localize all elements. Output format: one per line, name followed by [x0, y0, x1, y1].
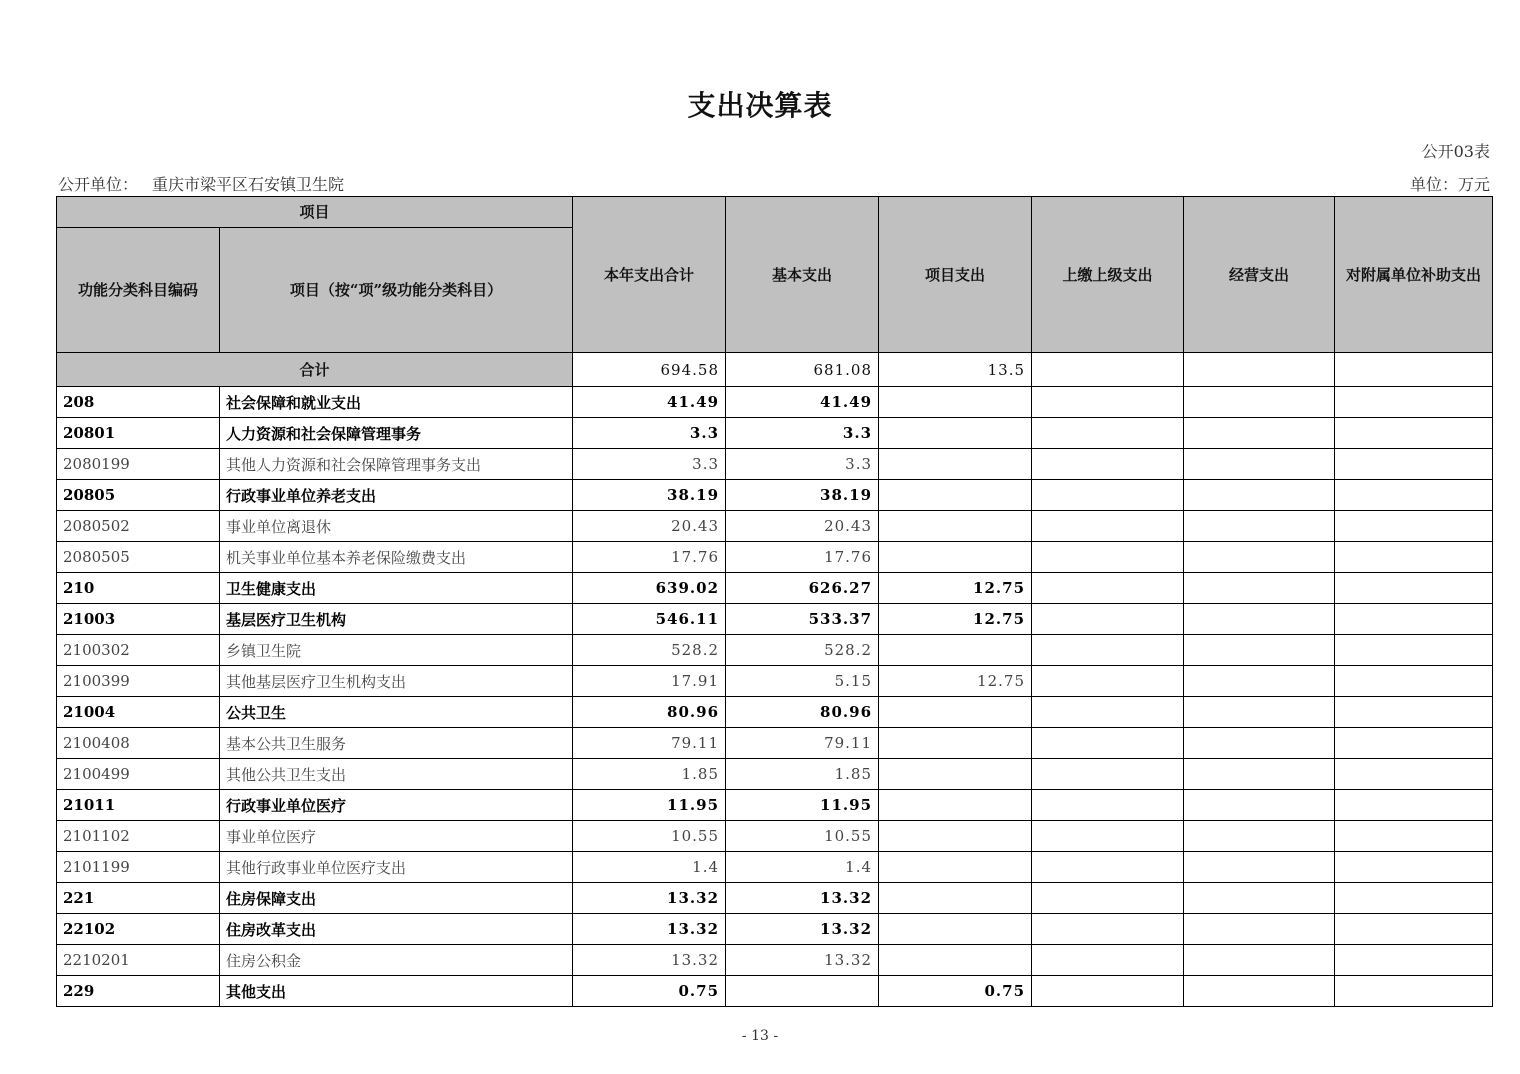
total-cell: 17.91 — [573, 666, 726, 697]
project-cell: 12.75 — [879, 604, 1032, 635]
table-row — [57, 449, 1493, 480]
total-cell: 0.75 — [573, 976, 726, 1007]
total-cell: 1.4 — [573, 852, 726, 883]
business-cell — [1184, 697, 1335, 728]
basic-cell: 17.76 — [726, 542, 879, 573]
table-row — [57, 542, 1493, 573]
header-name: 项目（按“项”级功能分类科目） — [220, 228, 573, 353]
business-cell — [1184, 353, 1335, 387]
name-cell: 基层医疗卫生机构 — [220, 604, 573, 635]
project-cell — [879, 511, 1032, 542]
upper-cell — [1032, 976, 1184, 1007]
basic-cell: 5.15 — [726, 666, 879, 697]
table-row — [57, 976, 1493, 1007]
code-cell: 2100499 — [57, 759, 220, 790]
name-cell: 公共卫生 — [220, 697, 573, 728]
upper-cell — [1032, 697, 1184, 728]
project-cell — [879, 635, 1032, 666]
upper-cell — [1032, 604, 1184, 635]
name-cell: 其他公共卫生支出 — [220, 759, 573, 790]
business-cell — [1184, 635, 1335, 666]
name-cell: 住房保障支出 — [220, 883, 573, 914]
name-cell: 其他人力资源和社会保障管理事务支出 — [220, 449, 573, 480]
name-cell: 住房公积金 — [220, 945, 573, 976]
subsidy-cell — [1335, 573, 1493, 604]
subsidy-cell — [1335, 604, 1493, 635]
subsidy-cell — [1335, 387, 1493, 418]
subsidy-cell — [1335, 852, 1493, 883]
total-cell: 20.43 — [573, 511, 726, 542]
project-cell: 13.5 — [879, 353, 1032, 387]
subsidy-cell — [1335, 511, 1493, 542]
header-project: 项目 — [57, 197, 573, 228]
business-cell — [1184, 542, 1335, 573]
table-row — [57, 697, 1493, 728]
business-cell — [1184, 573, 1335, 604]
project-cell — [879, 914, 1032, 945]
business-cell — [1184, 976, 1335, 1007]
table-row — [57, 635, 1493, 666]
table-row — [57, 914, 1493, 945]
code-cell: 2080505 — [57, 542, 220, 573]
project-cell — [879, 697, 1032, 728]
table-row — [57, 759, 1493, 790]
total-cell: 639.02 — [573, 573, 726, 604]
basic-cell — [726, 976, 879, 1007]
upper-cell — [1032, 573, 1184, 604]
total-cell: 80.96 — [573, 697, 726, 728]
code-cell: 210 — [57, 573, 220, 604]
table-row — [57, 945, 1493, 976]
basic-cell: 626.27 — [726, 573, 879, 604]
project-cell — [879, 387, 1032, 418]
table-row — [57, 790, 1493, 821]
total-label: 合计 — [57, 353, 573, 387]
basic-cell: 41.49 — [726, 387, 879, 418]
subsidy-cell — [1335, 759, 1493, 790]
name-cell: 人力资源和社会保障管理事务 — [220, 418, 573, 449]
subsidy-cell — [1335, 542, 1493, 573]
business-cell — [1184, 604, 1335, 635]
total-cell: 17.76 — [573, 542, 726, 573]
project-cell — [879, 883, 1032, 914]
upper-cell — [1032, 852, 1184, 883]
header-upper-level: 上缴上级支出 — [1032, 197, 1184, 353]
code-cell: 2100399 — [57, 666, 220, 697]
code-cell: 20801 — [57, 418, 220, 449]
table-row — [57, 883, 1493, 914]
code-cell: 2100408 — [57, 728, 220, 759]
code-cell: 2101102 — [57, 821, 220, 852]
basic-cell: 681.08 — [726, 353, 879, 387]
upper-cell — [1032, 480, 1184, 511]
table-row — [57, 852, 1493, 883]
total-cell: 694.58 — [573, 353, 726, 387]
total-cell: 79.11 — [573, 728, 726, 759]
subsidy-cell — [1335, 945, 1493, 976]
upper-cell — [1032, 542, 1184, 573]
code-cell: 21003 — [57, 604, 220, 635]
business-cell — [1184, 883, 1335, 914]
upper-cell — [1032, 353, 1184, 387]
unit-label: 公开单位： — [58, 175, 139, 194]
header-project-expenditure: 项目支出 — [879, 197, 1032, 353]
upper-cell — [1032, 821, 1184, 852]
subsidy-cell — [1335, 418, 1493, 449]
name-cell: 基本公共卫生服务 — [220, 728, 573, 759]
table-row — [57, 573, 1493, 604]
code-cell: 208 — [57, 387, 220, 418]
upper-cell — [1032, 666, 1184, 697]
project-cell — [879, 542, 1032, 573]
subsidy-cell — [1335, 728, 1493, 759]
code-cell: 22102 — [57, 914, 220, 945]
upper-cell — [1032, 945, 1184, 976]
project-cell — [879, 790, 1032, 821]
unit-name: 重庆市梁平区石安镇卫生院 — [152, 175, 345, 194]
name-cell: 乡镇卫生院 — [220, 635, 573, 666]
basic-cell: 13.32 — [726, 945, 879, 976]
subsidy-cell — [1335, 480, 1493, 511]
header-business: 经营支出 — [1184, 197, 1335, 353]
table-number: 公开03表 — [1421, 142, 1490, 161]
project-cell — [879, 418, 1032, 449]
total-cell: 38.19 — [573, 480, 726, 511]
basic-cell: 13.32 — [726, 914, 879, 945]
name-cell: 事业单位离退休 — [220, 511, 573, 542]
upper-cell — [1032, 511, 1184, 542]
project-cell: 12.75 — [879, 666, 1032, 697]
project-cell — [879, 759, 1032, 790]
name-cell: 其他行政事业单位医疗支出 — [220, 852, 573, 883]
business-cell — [1184, 511, 1335, 542]
header-code: 功能分类科目编码 — [57, 228, 220, 353]
total-cell: 13.32 — [573, 914, 726, 945]
upper-cell — [1032, 635, 1184, 666]
basic-cell: 20.43 — [726, 511, 879, 542]
expenditure-table — [56, 196, 1493, 1007]
project-cell: 12.75 — [879, 573, 1032, 604]
subsidy-cell — [1335, 821, 1493, 852]
business-cell — [1184, 728, 1335, 759]
business-cell — [1184, 666, 1335, 697]
project-cell: 0.75 — [879, 976, 1032, 1007]
project-cell — [879, 945, 1032, 976]
business-cell — [1184, 821, 1335, 852]
upper-cell — [1032, 449, 1184, 480]
name-cell: 行政事业单位养老支出 — [220, 480, 573, 511]
upper-cell — [1032, 728, 1184, 759]
basic-cell: 1.4 — [726, 852, 879, 883]
basic-cell: 79.11 — [726, 728, 879, 759]
code-cell: 221 — [57, 883, 220, 914]
total-cell: 11.95 — [573, 790, 726, 821]
business-cell — [1184, 387, 1335, 418]
name-cell: 行政事业单位医疗 — [220, 790, 573, 821]
basic-cell: 533.37 — [726, 604, 879, 635]
code-cell: 2080502 — [57, 511, 220, 542]
code-cell: 2210201 — [57, 945, 220, 976]
table-row — [57, 666, 1493, 697]
business-cell — [1184, 449, 1335, 480]
upper-cell — [1032, 883, 1184, 914]
project-cell — [879, 821, 1032, 852]
code-cell: 2080199 — [57, 449, 220, 480]
subsidy-cell — [1335, 449, 1493, 480]
code-cell: 2100302 — [57, 635, 220, 666]
code-cell: 20805 — [57, 480, 220, 511]
name-cell: 其他基层医疗卫生机构支出 — [220, 666, 573, 697]
business-cell — [1184, 914, 1335, 945]
subsidy-cell — [1335, 353, 1493, 387]
upper-cell — [1032, 387, 1184, 418]
subsidy-cell — [1335, 666, 1493, 697]
name-cell: 事业单位医疗 — [220, 821, 573, 852]
basic-cell: 80.96 — [726, 697, 879, 728]
upper-cell — [1032, 914, 1184, 945]
name-cell: 机关事业单位基本养老保险缴费支出 — [220, 542, 573, 573]
code-cell: 2101199 — [57, 852, 220, 883]
business-cell — [1184, 945, 1335, 976]
basic-cell: 3.3 — [726, 418, 879, 449]
basic-cell: 3.3 — [726, 449, 879, 480]
name-cell: 住房改革支出 — [220, 914, 573, 945]
table-row — [57, 480, 1493, 511]
total-cell: 546.11 — [573, 604, 726, 635]
unit-info — [58, 172, 358, 195]
table-row — [57, 728, 1493, 759]
total-cell: 41.49 — [573, 387, 726, 418]
subsidy-cell — [1335, 914, 1493, 945]
unit-line — [58, 172, 1490, 194]
subsidy-cell — [1335, 635, 1493, 666]
business-cell — [1184, 759, 1335, 790]
project-cell — [879, 728, 1032, 759]
business-cell — [1184, 480, 1335, 511]
code-cell: 229 — [57, 976, 220, 1007]
page-number: - 13 - — [741, 1028, 779, 1044]
total-cell: 1.85 — [573, 759, 726, 790]
basic-cell: 10.55 — [726, 821, 879, 852]
total-row — [57, 353, 1493, 387]
header-basic: 基本支出 — [726, 197, 879, 353]
business-cell — [1184, 418, 1335, 449]
upper-cell — [1032, 418, 1184, 449]
basic-cell: 11.95 — [726, 790, 879, 821]
header-subsidy: 对附属单位补助支出 — [1335, 197, 1493, 353]
table-row — [57, 418, 1493, 449]
table-row — [57, 821, 1493, 852]
total-cell: 10.55 — [573, 821, 726, 852]
name-cell: 其他支出 — [220, 976, 573, 1007]
basic-cell: 528.2 — [726, 635, 879, 666]
currency-unit: 单位：万元 — [1409, 175, 1490, 194]
project-cell — [879, 852, 1032, 883]
upper-cell — [1032, 790, 1184, 821]
upper-cell — [1032, 759, 1184, 790]
subsidy-cell — [1335, 697, 1493, 728]
table-row — [57, 511, 1493, 542]
total-cell: 3.3 — [573, 418, 726, 449]
basic-cell: 38.19 — [726, 480, 879, 511]
code-cell: 21004 — [57, 697, 220, 728]
total-cell: 3.3 — [573, 449, 726, 480]
subsidy-cell — [1335, 883, 1493, 914]
table-row — [57, 604, 1493, 635]
code-cell: 21011 — [57, 790, 220, 821]
table-row — [57, 387, 1493, 418]
basic-cell: 13.32 — [726, 883, 879, 914]
total-cell: 528.2 — [573, 635, 726, 666]
total-cell: 13.32 — [573, 883, 726, 914]
page-title: 支出决算表 — [687, 89, 833, 122]
project-cell — [879, 480, 1032, 511]
basic-cell: 1.85 — [726, 759, 879, 790]
total-cell: 13.32 — [573, 945, 726, 976]
project-cell — [879, 449, 1032, 480]
business-cell — [1184, 790, 1335, 821]
subsidy-cell — [1335, 790, 1493, 821]
business-cell — [1184, 852, 1335, 883]
name-cell: 社会保障和就业支出 — [220, 387, 573, 418]
subsidy-cell — [1335, 976, 1493, 1007]
header-total: 本年支出合计 — [573, 197, 726, 353]
name-cell: 卫生健康支出 — [220, 573, 573, 604]
